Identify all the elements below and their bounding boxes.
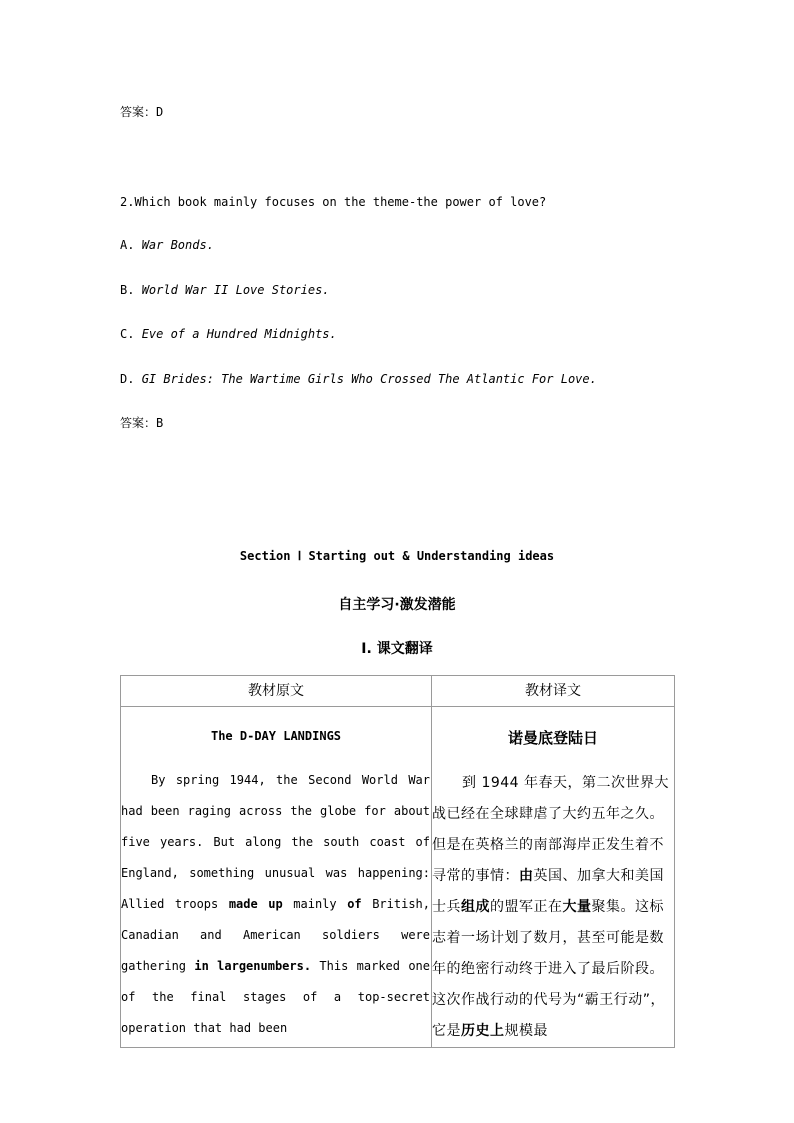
english-paragraph: By spring 1944, the Second World War had been raging across the globe for about five years. But along the south coast of England, something unusual was happening: Allied troops made up mainly of British, Canadian and American soldiers were gathering in largenumbers. This marked one of the final stages of a top-secret operation that had been <box>121 773 431 1035</box>
option-b <box>120 282 330 298</box>
answer-2-label: 答案： <box>120 416 157 430</box>
option-c-letter: C. <box>120 327 135 341</box>
option-c <box>120 326 337 342</box>
bold-phrase: 组成 <box>461 899 490 915</box>
option-d-letter: D. <box>120 372 135 386</box>
column-header-translation: 教材译文 <box>432 676 675 707</box>
option-d <box>120 371 597 387</box>
section-subheading: 自主学习·激发潜能 <box>338 597 456 613</box>
answer-1-value: D <box>156 105 164 119</box>
bold-phrase: 历史上 <box>461 1023 505 1039</box>
answer-2 <box>120 415 163 431</box>
answer-1-label: 答案： <box>120 105 157 119</box>
option-b-text: World War II Love Stories. <box>141 283 330 297</box>
bold-phrase: 大量 <box>562 899 592 915</box>
column-header-original: 教材原文 <box>121 676 432 707</box>
answer-1 <box>120 104 163 120</box>
translated-text-cell <box>432 707 675 1048</box>
translation-table <box>120 675 675 1048</box>
chinese-title: 诺曼底登陆日 <box>507 729 598 747</box>
question-2: 2.Which book mainly focuses on the theme-the power of love? <box>120 195 547 209</box>
section-heading: Section Ⅰ Starting out & Understanding ideas <box>239 549 555 563</box>
option-a <box>120 237 214 253</box>
bold-phrase: of <box>347 897 362 911</box>
part-heading: Ⅰ. 课文翻译 <box>361 641 433 657</box>
original-text-cell <box>121 707 432 1048</box>
option-a-letter: A. <box>120 238 135 252</box>
english-title: The D-DAY LANDINGS <box>210 729 342 743</box>
bold-phrase: 由 <box>519 868 534 884</box>
bold-phrase: made up <box>228 897 283 911</box>
option-d-text: GI Brides: The Wartime Girls Who Crossed The Atlantic For Love. <box>141 372 597 386</box>
option-b-letter: B. <box>120 283 135 297</box>
option-a-text: War Bonds. <box>141 238 214 252</box>
bold-phrase: in largenumbers. <box>194 959 312 973</box>
chinese-paragraph: 到 1944 年春天，第二次世界大战已经在全球肆虐了大约五年之久。但是在英格兰的南部海岸正发生着不寻常的事情：由英国、加拿大和美国士兵组成的盟军正在大量聚集。这标志着一场计划了数月，甚至可能是数年的绝密行动终于进入了最后阶段。这次作战行动的代号为“霸王行动”，它是历史上规模最 <box>432 775 670 1039</box>
option-c-text: Eve of a Hundred Midnights. <box>141 327 337 341</box>
answer-2-value: B <box>156 416 164 430</box>
